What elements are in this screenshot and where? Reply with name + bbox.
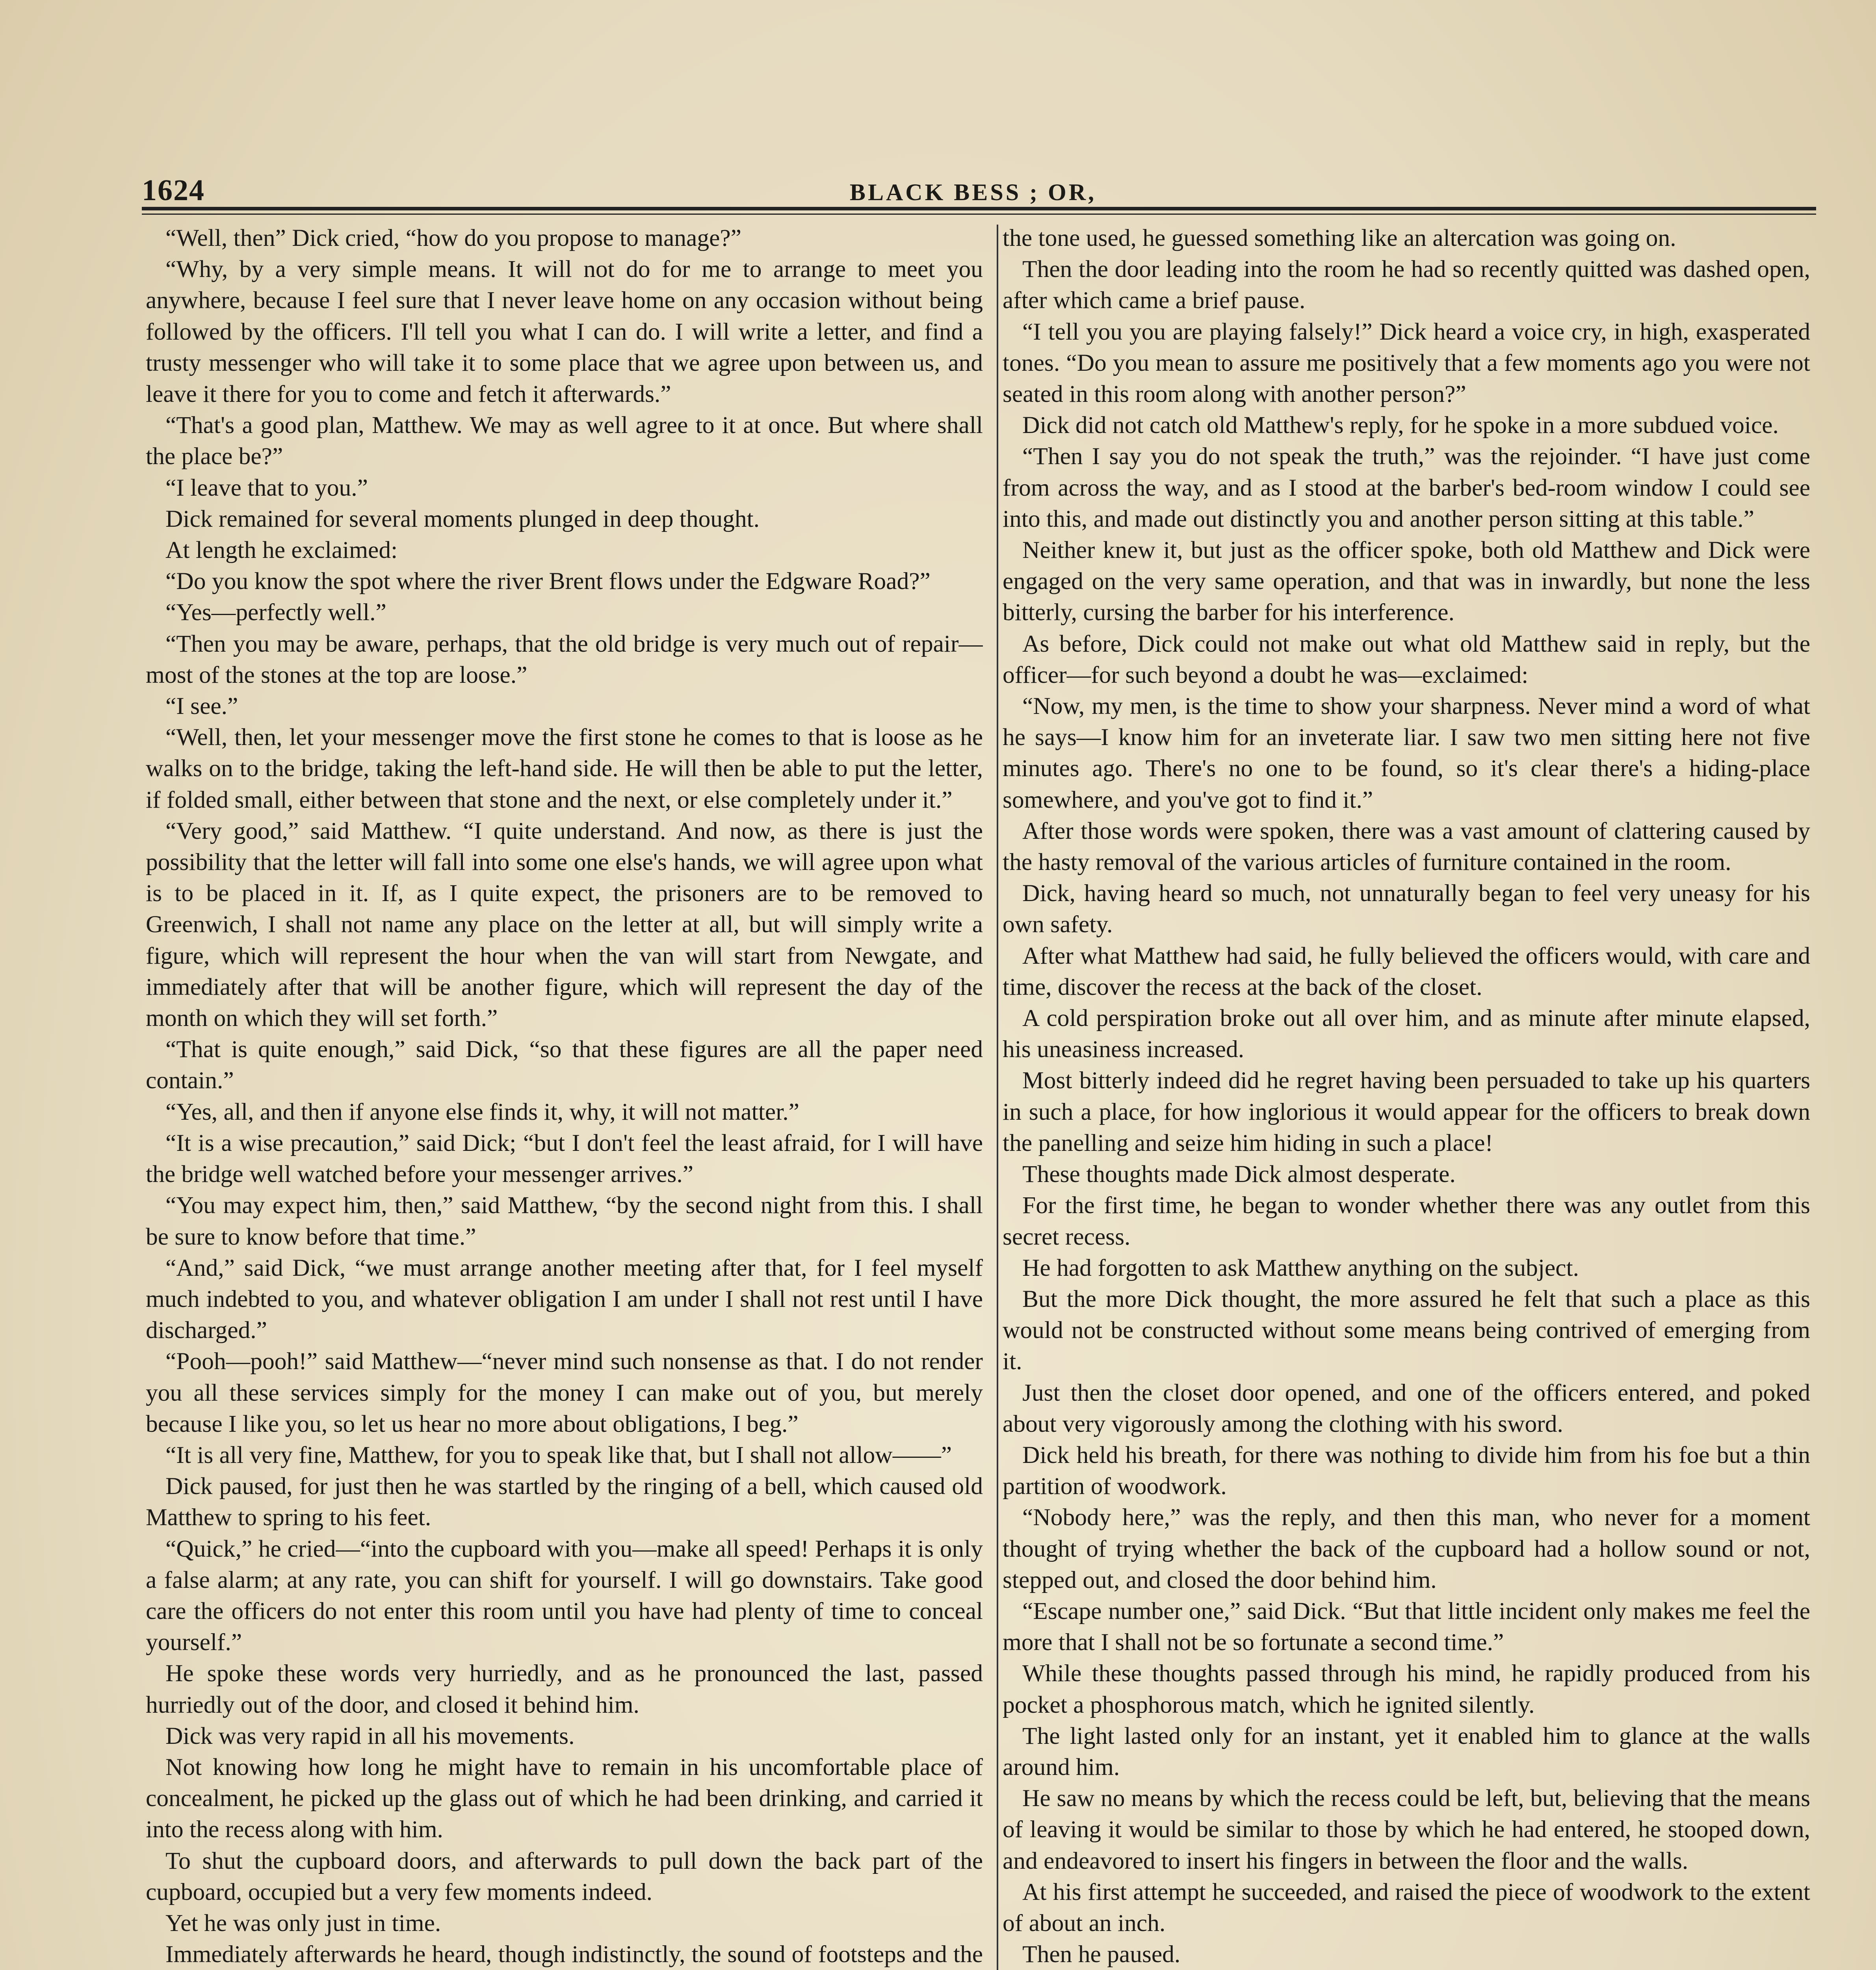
paragraph: “Quick,” he cried—“into the cupboard with you—make all speed! Perhaps it is only a false alarm; at any rate, you can shift for yourself. I will go downstairs. Take good care the officers do not enter this room until you have had plenty of time to conceal yourself.” <box>146 1535 983 1656</box>
running-title: BLACK BESS ; OR, <box>849 179 1097 205</box>
paragraph: Neither knew it, but just as the officer spoke, both old Matthew and Dick were engaged on the very same operation, and that was in inwardly, but none the less bitterly, cursing the barber for his interference. <box>1003 537 1810 626</box>
paragraph: To shut the cupboard doors, and afterwards to pull down the back part of the cupboard, occupied but a very few moments indeed. <box>146 1847 983 1905</box>
paragraph: Not knowing how long he might have to remain in his uncomfortable place of concealment, he picked up the glass out of which he had been drinking, and carried it into the recess along with him. <box>146 1753 983 1843</box>
paragraph: Then the door leading into the room he had so recently quitted was dashed open, after which came a brief pause. <box>1003 256 1810 314</box>
paragraph: “That's a good plan, Matthew. We may as well agree to it at once. But where shall the place be?” <box>146 412 983 470</box>
header-rule <box>142 207 1816 215</box>
paragraph: “Then you may be aware, perhaps, that the old bridge is very much out of repair—most of the stones at the top are loose.” <box>146 630 983 688</box>
paragraph: Immediately afterwards he heard, though indistinctly, the sound of footsteps and the <box>165 1941 983 1968</box>
paragraph: “Well, then, let your messenger move the first stone he comes to that is loose as he walks on to the bridge, taking the left-hand side. He will then be able to put the letter, if folded small, either between that stone and the next, or else completely under it.” <box>146 724 983 813</box>
paragraph: Dick did not catch old Matthew's reply, for he spoke in a more subdued voice. <box>1022 412 1779 439</box>
paragraph: “Escape number one,” said Dick. “But that little incident only makes me feel the more that I shall not be so fortunate a second time.” <box>1003 1597 1810 1656</box>
paragraph: After those words were spoken, there was a vast amount of clattering caused by the hasty removal of the various articles of furniture contained in the room. <box>1003 817 1810 876</box>
left-column <box>146 223 983 1970</box>
paragraph: He had forgotten to ask Matthew anything on the subject. <box>1022 1254 1579 1281</box>
paragraph: “You may expect him, then,” said Matthew, “by the second night from this. I shall be sure to know before that time.” <box>146 1192 983 1250</box>
paragraph: “Well, then” Dick cried, “how do you propose to manage?” <box>165 225 741 251</box>
paragraph: “It is a wise precaution,” said Dick; “but I don't feel the least afraid, for I will have the bridge well watched before your messenger arrives.” <box>146 1129 983 1188</box>
paragraph: “I tell you you are playing falsely!” Dick heard a voice cry, in high, exasperated tones. “Do you mean to assure me positively that a few moments ago you were not seated in this room along with another person?” <box>1003 318 1810 408</box>
paragraph: As before, Dick could not make out what old Matthew said in reply, but the officer—for such beyond a doubt he was—exclaimed: <box>1003 630 1810 688</box>
paragraph: Dick remained for several moments plunged in deep thought. <box>165 505 760 532</box>
paragraph: “That is quite enough,” said Dick, “so that these figures are all the paper need contain.” <box>146 1036 983 1094</box>
paragraph: “I see.” <box>165 693 238 720</box>
paragraph: “It is all very fine, Matthew, for you to speak like that, but I shall not allow——” <box>165 1441 952 1468</box>
paragraph: He spoke these words very hurriedly, and as he pronounced the last, passed hurriedly out of the door, and closed it behind him. <box>146 1660 983 1718</box>
paragraph: But the more Dick thought, the more assured he felt that such a place as this would not be constructed without some means being contrived of emerging from it. <box>1003 1285 1810 1375</box>
paragraph: At length he exclaimed: <box>165 537 398 564</box>
paragraph: At his first attempt he succeeded, and raised the piece of woodwork to the extent of about an inch. <box>1003 1878 1810 1937</box>
paragraph: Dick, having heard so much, not unnaturally began to feel very uneasy for his own safety. <box>1003 880 1810 938</box>
paragraph: “Now, my men, is the time to show your sharpness. Never mind a word of what he says—I know him for an inveterate liar. I saw two men sitting here not five minutes ago. There's no one to be found, so it's clear there's a hiding-place somewhere, and you've got to find it.” <box>1003 693 1810 813</box>
paragraph: For the first time, he began to wonder whether there was any outlet from this secret recess. <box>1003 1192 1810 1250</box>
paragraph: He saw no means by which the recess could be left, but, believing that the means of leaving it would be similar to those by which he had entered, he stooped down, and endeavored to insert his fingers in between the floor and the walls. <box>1003 1785 1810 1874</box>
paragraph: While these thoughts passed through his mind, he rapidly produced from his pocket a phosphorous match, which he ignited silently. <box>1003 1660 1810 1718</box>
paragraph: “Why, by a very simple means. It will not do for me to arrange to meet you anywhere, because I feel sure that I never leave home on any occasion without being followed by the officers. I'll tell you what I can do. I will write a letter, and find a trusty messenger who will take it to some place that we agree upon between us, and leave it there for you to come and fetch it afterwards.” <box>146 256 983 408</box>
paragraph: The light lasted only for an instant, yet it enabled him to glance at the walls around him. <box>1003 1722 1810 1780</box>
paragraph: A cold perspiration broke out all over him, and as minute after minute elapsed, his uneasiness increased. <box>1003 1005 1810 1063</box>
paragraph: Dick paused, for just then he was startled by the ringing of a bell, which caused old Matthew to spring to his feet. <box>146 1473 983 1531</box>
paragraph: “Yes—perfectly well.” <box>165 599 386 626</box>
column-divider <box>997 225 998 1970</box>
paragraph: “I leave that to you.” <box>165 474 368 501</box>
right-column <box>1003 223 1810 1970</box>
paragraph: Dick held his breath, for there was nothing to divide him from his foe but a thin partition of woodwork. <box>1003 1441 1810 1500</box>
paragraph: the tone used, he guessed something like an altercation was going on. <box>1003 225 1676 251</box>
paragraph: Dick was very rapid in all his movements. <box>165 1722 575 1749</box>
paragraph: “And,” said Dick, “we must arrange another meeting after that, for I feel myself much indebted to you, and whatever obligation I am under I shall not rest until I have discharged.” <box>146 1254 983 1344</box>
paragraph: Then he paused. <box>1022 1941 1181 1968</box>
paragraph: After what Matthew had said, he fully believed the officers would, with care and time, discover the recess at the back of the closet. <box>1003 942 1810 1000</box>
page-number: 1624 <box>142 174 205 207</box>
paragraph: Just then the closet door opened, and one of the officers entered, and poked about very vigorously among the clothing with his sword. <box>1003 1379 1810 1437</box>
paragraph: “Very good,” said Matthew. “I quite understand. And now, as there is just the possibility that the letter will fall into some one else's hands, we will agree upon what is to be placed in it. If, as I quite expect, the prisoners are to be removed to Greenwich, I shall not name any place on the letter at all, but will simply write a figure, which will represent the hour when the van will start from Newgate, and immediately after that will be another figure, which will represent the day of the month on which they will set forth.” <box>146 817 983 1032</box>
paragraph: Most bitterly indeed did he regret having been persuaded to take up his quarters in such a place, for how inglorious it would appear for the officers to break down the panelling and seize him hiding in such a place! <box>1003 1067 1810 1156</box>
paragraph: These thoughts made Dick almost desperate. <box>1022 1161 1456 1188</box>
paragraph: “Do you know the spot where the river Brent flows under the Edgware Road?” <box>165 568 931 595</box>
paragraph: “Then I say you do not speak the truth,” was the rejoinder. “I have just come from across the way, and as I stood at the barber's bed-room window I could see into this, and made out distinctly you and another person sitting at this table.” <box>1003 443 1810 532</box>
paragraph: “Yes, all, and then if anyone else finds it, why, it will not matter.” <box>165 1098 799 1125</box>
paragraph: Yet he was only just in time. <box>165 1909 441 1937</box>
paragraph: “Nobody here,” was the reply, and then this man, who never for a moment thought of trying whether the back of the cupboard had a hollow sound or not, stepped out, and closed the door behind him. <box>1003 1504 1810 1593</box>
paragraph: “Pooh—pooh!” said Matthew—“never mind such nonsense as that. I do not render you all these services simply for the money I can make out of you, but merely because I like you, so let us hear no more about obligations, I beg.” <box>146 1348 983 1437</box>
